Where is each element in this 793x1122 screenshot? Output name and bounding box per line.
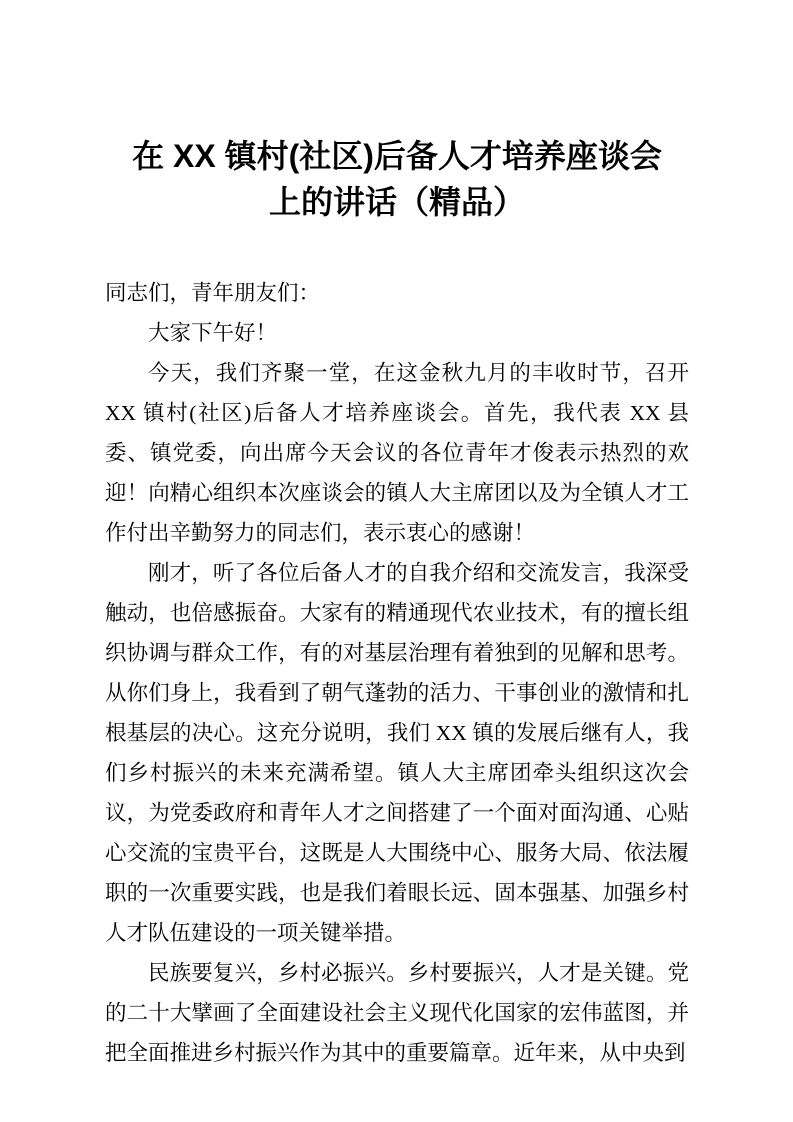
paragraph-salutation: 同志们，青年朋友们：: [105, 281, 321, 305]
paragraph-rural-revitalization: 民族要复兴，乡村必振兴。乡村要振兴，人才是关键。党的二十大擘画了全面建设社会主义现代化国家的宏伟蓝图，并把全面推进乡村振兴作为其中的重要篇章。近年来，从中央到: [105, 961, 689, 1065]
document-title-line-1: 在 XX 镇村(社区)后备人才培养座谈会: [132, 138, 662, 174]
document-title-line-2: 上的讲话（精品）: [268, 184, 525, 220]
paragraph-greeting: 大家下午好！: [148, 321, 278, 345]
paragraph-impressions: 刚才，听了各位后备人才的自我介绍和交流发言，我深受触动，也倍感振奋。大家有的精通现代农业技术，有的擅长组织协调与群众工作，有的对基层治理有着独到的见解和思考。从你们身上，我看到了朝气蓬勃的活力、干事创业的激情和扎根基层的决心。这充分说明，我们 XX 镇的发展后继有人，我们乡村振兴的未来充满希望。镇人大主席团牵头组织这次会议，为党委政府和青年人才之间搭建了一个面对面沟通、心贴心交流的宝贵平台，这既是人大围绕中心、服务大局、依法履职的一次重要实践，也是我们着眼长远、固本强基、加强乡村人才队伍建设的一项关键举措。: [105, 561, 689, 945]
paragraph-opening-welcome: 今天，我们齐聚一堂，在这金秋九月的丰收时节，召开 XX 镇村(社区)后备人才培养座谈会。首先，我代表 XX 县委、镇党委，向出席今天会议的各位青年才俊表示热烈的欢迎！向精心组织本次座谈会的镇人大主席团以及为全镇人才工作付出辛勤努力的同志们，表示衷心的感谢！: [105, 361, 689, 545]
document-title: [105, 133, 689, 225]
